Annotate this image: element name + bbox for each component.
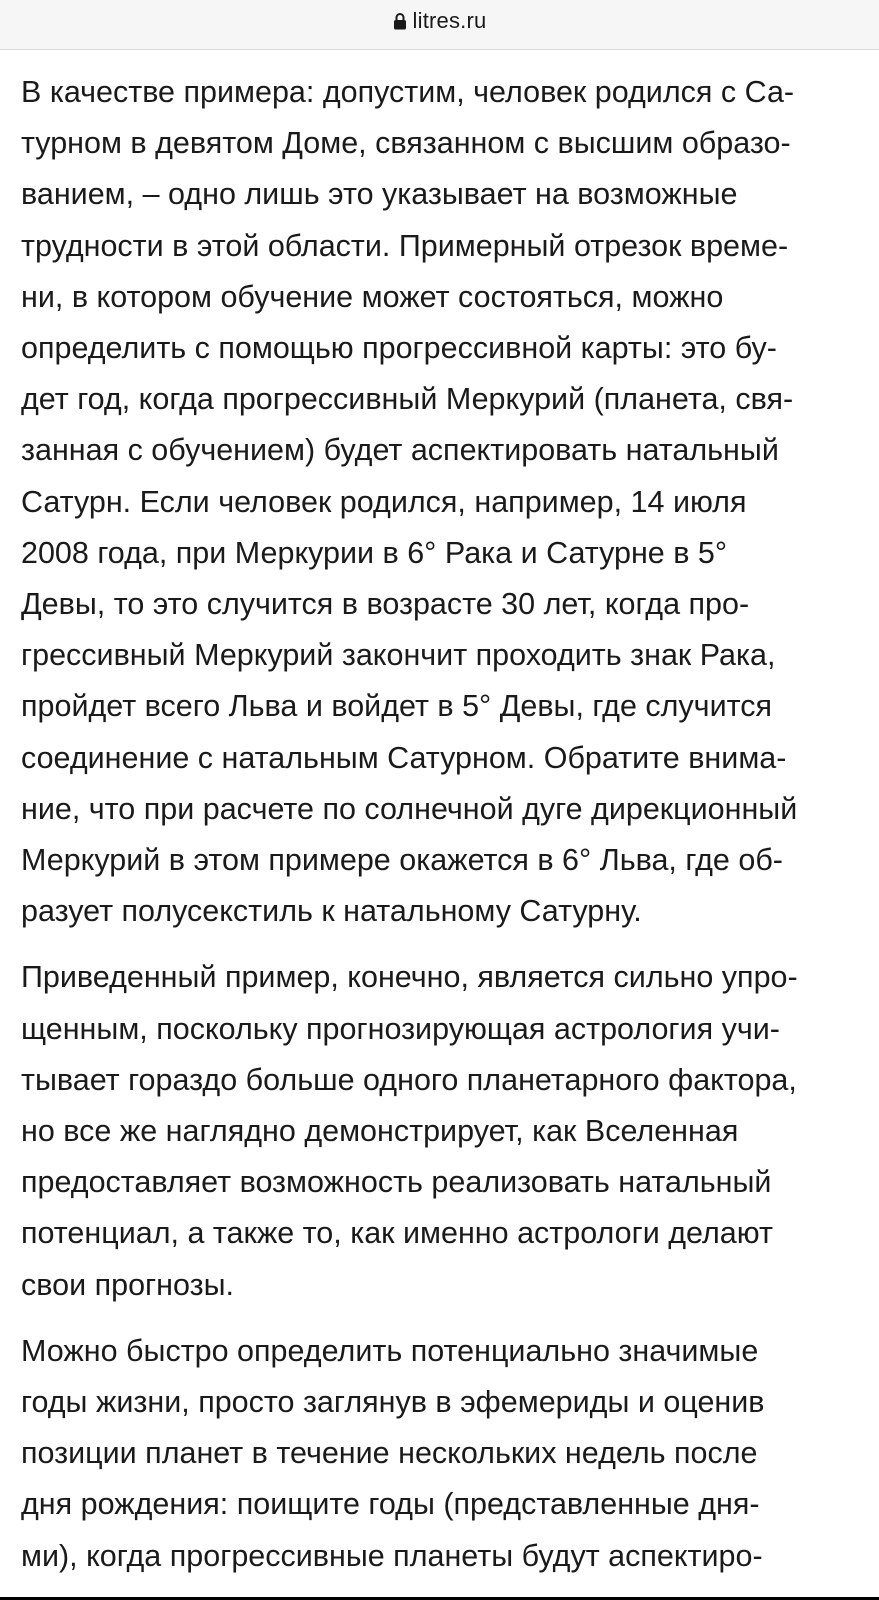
text-line: ни, в котором обучение может состояться, можно: [21, 279, 724, 314]
text-line: турном в девятом Доме, связанном с высшим образо-: [21, 126, 791, 161]
text-line: определить с помощью прогрессивной карты: это бу-: [21, 331, 777, 366]
text-line: ми), когда прогрессивные планеты будут аспектиро-: [21, 1538, 763, 1573]
text-line: разует полусекстиль к натальному Сатурну.: [21, 894, 642, 929]
text-line: потенциал, а также то, как именно астрологи делают: [21, 1216, 773, 1251]
text-line: дня рождения: поищите годы (представленные дня-: [21, 1487, 760, 1522]
address-field[interactable]: [393, 8, 487, 34]
text-line: Приведенный пример, конечно, является сильно упро-: [21, 960, 798, 995]
text-line: ние, что при расчете по солнечной дуге дирекционный: [21, 791, 798, 826]
text-line: трудности в этой области. Примерный отрезок време-: [21, 228, 789, 263]
text-line: В качестве примера: допустим, человек родился с Са-: [21, 75, 795, 109]
paragraph: [21, 952, 861, 1310]
text-line: годы жизни, просто заглянув в эфемериды и оценив: [21, 1385, 765, 1420]
text-line: 2008 года, при Меркурии в 6° Рака и Сатурне в 5°: [21, 535, 728, 570]
browser-url-bar[interactable]: [0, 0, 879, 50]
text-line: грессивный Меркурий закончит проходить знак Рака,: [21, 638, 776, 673]
text-line: Меркурий в этом примере окажется в 6° Льва, где об-: [21, 843, 783, 878]
text-line: свои прогнозы.: [21, 1267, 234, 1302]
paragraph: [21, 67, 861, 937]
lock-icon: [393, 12, 407, 30]
text-line: Сатурн. Если человек родился, например, 14 июля: [21, 484, 747, 519]
text-line: но все же наглядно демонстрирует, как Вселенная: [21, 1114, 739, 1149]
text-line: Можно быстро определить потенциально значимые: [21, 1333, 759, 1368]
text-line: тывает гораздо больше одного планетарного фактора,: [21, 1062, 797, 1097]
text-line: пройдет всего Льва и войдет в 5° Девы, где случится: [21, 689, 773, 724]
text-line: дет год, когда прогрессивный Меркурий (планета, свя-: [21, 382, 794, 417]
text-line: занная с обучением) будет аспектировать натальный: [21, 433, 779, 468]
text-line: предоставляет возможность реализовать натальный: [21, 1165, 772, 1200]
book-text: [21, 67, 861, 1582]
url-text: litres.ru: [412, 7, 487, 33]
text-line: соединение с натальным Сатурном. Обратите внима-: [21, 740, 787, 775]
text-line: щенным, поскольку прогнозирующая астрология учи-: [21, 1011, 780, 1046]
text-line: ванием, – одно лишь это указывает на возможные: [21, 177, 738, 212]
text-line: Девы, то это случится в возрасте 30 лет, когда про-: [21, 587, 750, 622]
paragraph: [21, 1326, 861, 1582]
text-line: позиции планет в течение нескольких недель после: [21, 1436, 758, 1471]
